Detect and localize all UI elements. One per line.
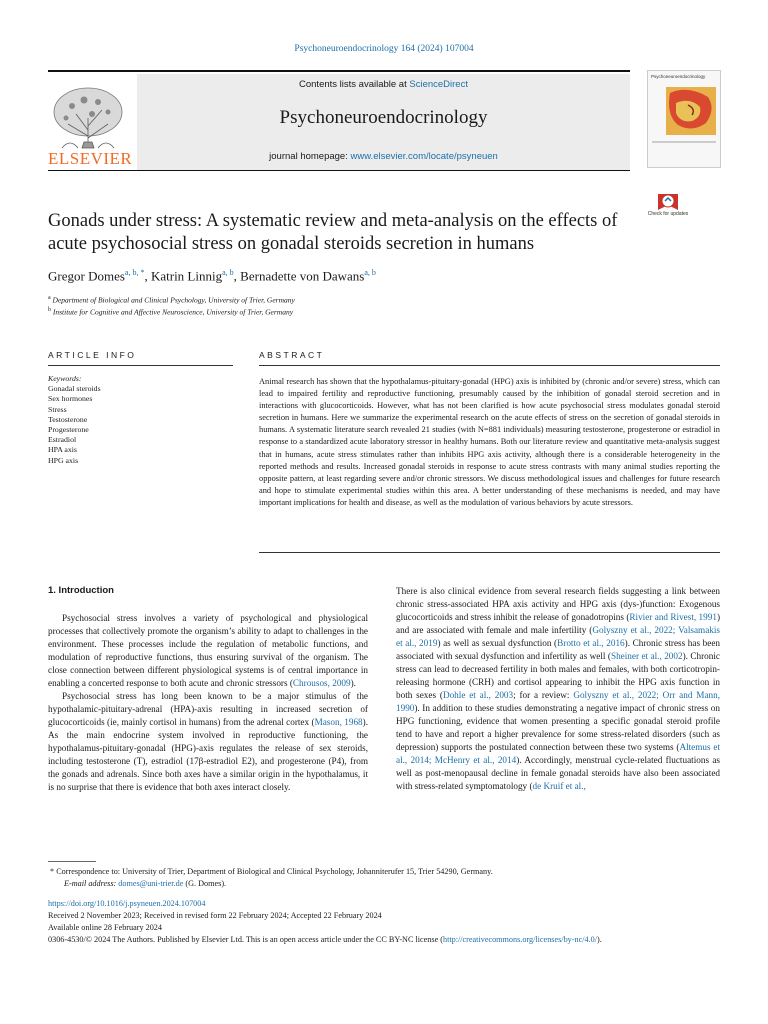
citation-link[interactable]: Golyszny et al., 2022; Orr and Mann, 1990 [396,690,721,713]
article-info-rule [48,365,233,366]
abstract-rule [259,365,720,366]
cover-artwork [648,79,720,159]
keywords-label: Keywords: [48,374,82,383]
paragraph-text: ). Chronic stress has been associated with sexual dysfunction and infertility as well ( [396,638,720,661]
paragraph [48,612,368,690]
citation-link[interactable]: Rivier and Rivest, 1991 [629,612,717,622]
footnote-rule [48,861,96,862]
affiliation-marker: a [48,295,51,301]
affiliation-text: Department of Biological and Clinical Psychology, University of Trier, Germany [52,295,295,305]
email-suffix: (G. Domes). [183,879,227,888]
paragraph-text: ). [350,678,356,688]
header-top-rule [48,70,630,72]
journal-title: Psychoneuroendocrinology [279,107,488,128]
affiliation-text: Institute for Cognitive and Affective Neuroscience, University of Trier, Germany [52,307,294,317]
footnote-marker: * [48,867,57,876]
right-column [396,585,720,793]
license-prefix: 0306-4530/© 2024 The Authors. Published by Elsevier Ltd. This is an open access article under the CC BY-NC license ( [48,935,443,944]
author-affiliation-marker[interactable]: a, b [364,268,376,277]
paragraph-text: ). Chronic stress can lead to decreased fertility in both males and females, with both corticotropin-releasing hormone (CRH) and cortisol appearing to inhibit the HPG axis function in both sexes ( [396,651,720,700]
keyword: Testosterone [48,414,88,424]
keyword: Gonadal steroids [48,384,101,394]
email-link[interactable]: domes@uni-trier.de [118,879,184,888]
paragraph-text: ; for a review: [513,690,574,700]
correspondence-footnote [48,866,720,878]
elsevier-wordmark[interactable]: ELSEVIER [48,149,133,168]
author-affiliation-marker[interactable]: a, b [222,268,234,277]
citation-link[interactable]: Golyszny et al., 2022; Valsamakis et al., 2019 [396,625,720,648]
license-statement [48,934,720,946]
received-dates: Received 2 November 2023; Received in revised form 22 February 2024; Accepted 22 February 2024 [48,911,382,920]
header-bottom-rule [48,170,630,171]
license-suffix: ). [597,935,602,944]
keyword: Estradiol [48,435,77,445]
keyword: Sex hormones [48,394,93,404]
affiliation [48,307,648,317]
keyword: HPA axis [48,445,77,455]
paragraph-text: ) as well as sexual dysfunction ( [437,638,558,648]
citation-link[interactable]: Altemus et al., 2014; McHenry et al., 2014 [396,742,721,765]
correspondence-text: Correspondence to: University of Trier, Department of Biological and Clinical Psychology, Johanniterufer 15, Trier 54290, Germany. [56,867,493,876]
citation-link[interactable]: Chrousos, 2009 [292,678,351,688]
paragraph-text: Psychosocial stress involves a variety of psychological and physiological processes that collectively promote the organism’s ability to adapt to challenges in the environment. These processes include the regulation of metabolic functions, and modulation of reproductive functions, thus ensuring survival of the organism. The close connection between different physiological systems is of central importance in enabling a concerted response to both acute and chronic stressors ( [48,613,368,688]
journal-cover-thumbnail[interactable] [647,70,721,168]
abstract-text: Animal research has shown that the hypothalamus-pituitary-gonadal (HPG) axis is inhibited by (chronic and/or severe) stress, which can lead to impaired fertility and reproductive functioning, presumably caused by the inhibition of gonadal steroid secretion and in interactions with glucocorticoids. However, what has not been clarified is how acute psychosocial stress modulates gonadal steroid secretion in humans. Here we summarize the experimental research on the acute effects of stress on the secretion of gonadal steroids in humans. A systematic literature search revealed 21 studies (with N=881 individuals) measuring testosterone, progesterone or estradiol in response to a standardized acute laboratory stressor in healthy humans. Both our literature review and quantitative meta-analysis suggest that in humans, acute stress stimulates rather than inhibits HPG axis activity, although there is a considerable heterogeneity in the reported methods and results. Increased gonadal steroids in response to acute stress contrasts with many animal studies reporting the opposite pattern, at least regarding severe and/or chronic stressors. We discuss methodological issues and challenges for future research and hope to stimulate experimental studies within this area. A better understanding of these mechanisms is needed, and may have important implications for health and disease, as well as the modulation of various behaviors by acute stressors. [259,377,720,507]
citation-link[interactable]: de Kruif et al., [532,781,586,791]
keywords-block [48,374,228,466]
keyword: Stress [48,404,67,414]
contents-prefix: Contents lists available at [299,79,410,90]
keyword: Progesterone [48,425,89,435]
homepage-prefix: journal homepage: [269,151,351,162]
article-title: Gonads under stress: A systematic review and meta-analysis on the effects of acute psychosocial stress on gonadal steroids secretion in humans [48,211,618,254]
keyword: HPG axis [48,455,79,465]
affiliation-marker: b [48,307,51,313]
citation-link[interactable]: Brotto et al., 2016 [557,638,625,648]
paragraph-text: ). Accordingly, menstrual cycle-related fluctuations as well as post-menopausal decline in female gonadal steroids have also been associated with stress-related symptomatology ( [396,755,720,791]
paragraph-text: Psychosocial stress has long been known to be a major stimulus of the hypothalamic-pituitary-adrenal (HPA)-axis resulting in increased secretion of glucocorticoids (ie, mainly cortisol in humans) from the adrenal cortex ( [48,691,368,727]
available-online: Available online 28 February 2024 [48,923,162,932]
journal-homepage-link[interactable]: www.elsevier.com/locate/psyneuen [350,151,498,162]
citation-link[interactable]: Dohle et al., 2003 [442,690,514,700]
license-link[interactable]: http://creativecommons.org/licenses/by-nc/4.0/ [442,935,597,944]
journal-homepage-line [137,151,630,162]
abstract-bottom-rule [259,552,720,553]
email-label: E-mail address: [64,879,119,888]
contents-line [137,79,630,90]
doi-link[interactable]: https://doi.org/10.1016/j.psyneuen.2024.107004 [48,899,206,908]
sciencedirect-link[interactable]: ScienceDirect [409,79,468,90]
paragraph [48,690,368,794]
citation-link[interactable]: Mason, 1968 [314,717,363,727]
email-footnote [64,878,736,890]
author-name[interactable]: Katrin Linnig [150,268,223,284]
left-column [48,612,368,794]
paragraph-text: ). In addition to these studies demonstrating a negative impact of chronic stress on HPG functioning, evidence that women presenting a specific gonadal steroid profile tend to have and report a higher prevalence for some stress-related disorders (such as depression) supports the postulated connection between these two systems ( [396,703,720,752]
author-affiliation-marker[interactable]: a, b, * [124,268,145,277]
paragraph-text: There is also clinical evidence from several research fields suggesting a link between chronic stress-associated HPA axis activity and HPG axis (dys-)function: Exogenous glucocorticoids and stress inhibit the release of gonadotropins ( [396,586,720,622]
cover-title: Psychoneuroendocrinology [651,74,706,79]
check-for-updates-label[interactable]: Check for updates [647,211,689,217]
paragraph [396,585,720,793]
paragraph-text: ). As the main endocrine system involved in reproductive functioning, the hypothalamus-pituitary-gonadal (HPG)-axis regulates the release of sex steroids, including testosterone (T), estradiol (17β-estradiol E2), and progesterone (P4), from the gonads and adrenals. Since both axes have a similar origin in the hypothalamus, it is no surprise that there is evidence that both axes interact closely. [48,717,368,792]
introduction-heading: 1. Introduction [48,585,114,596]
abstract-heading: ABSTRACT [259,350,325,360]
article-info-heading: ARTICLE INFO [48,350,137,360]
affiliation [48,295,648,305]
author-name[interactable]: Gregor Domes [48,268,125,284]
author-name[interactable]: Bernadette von Dawans [240,268,365,284]
journal-reference[interactable]: Psychoneuroendocrinology 164 (2024) 107004 [294,44,474,54]
paragraph-text: ) and are associated with female and male infertility ( [396,612,720,635]
citation-link[interactable]: Sheiner et al., 2002 [610,651,683,661]
author-list: Gregor Domes$^{a, b, *}$, Katrin Linnig$^{a, b}$, Bernadette von Dawans$^{a, b}$ [48,268,376,284]
